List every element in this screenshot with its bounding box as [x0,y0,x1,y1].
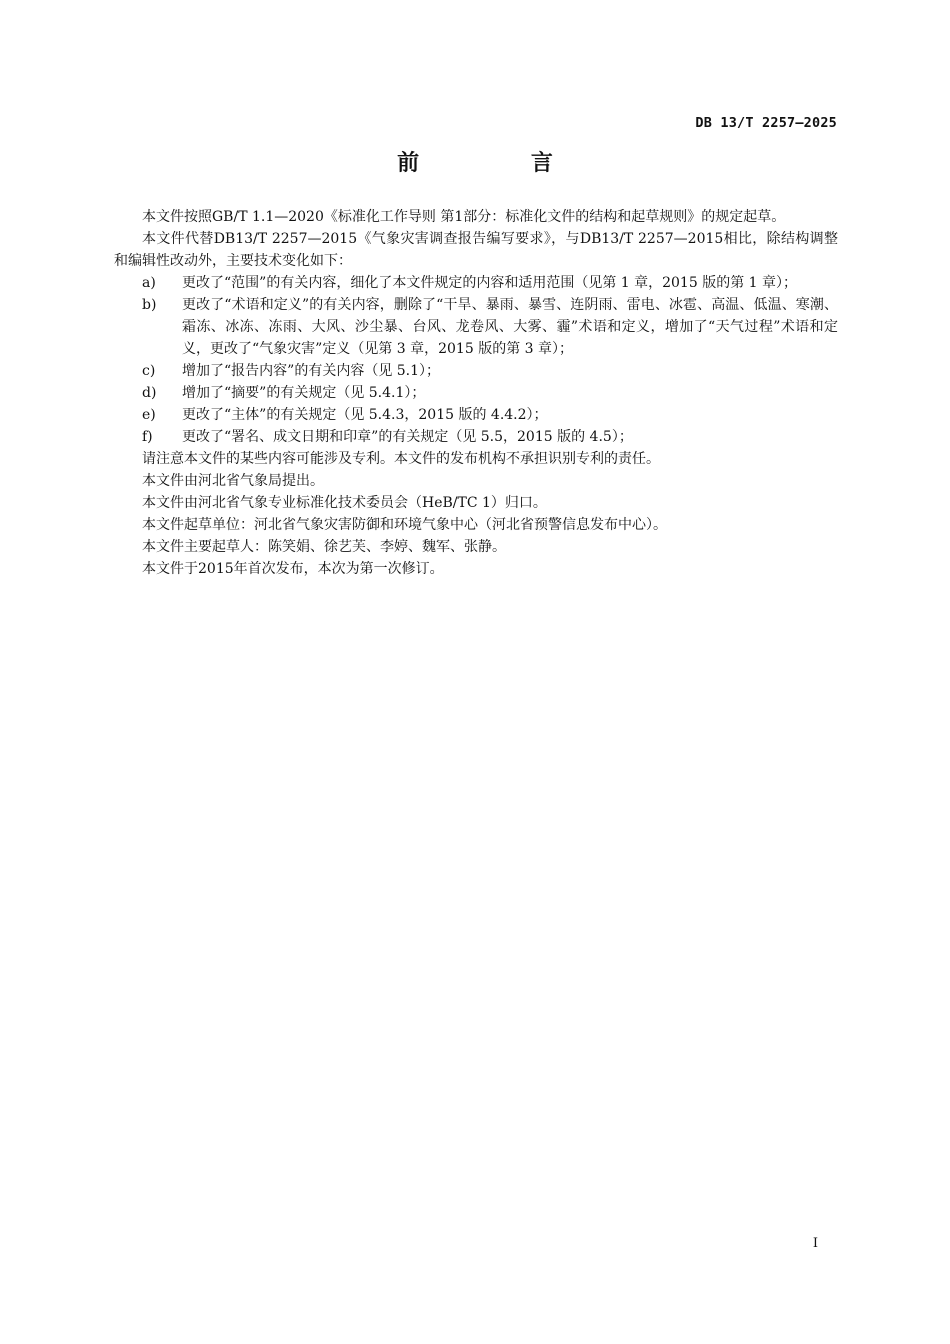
list-item [142,382,838,404]
list-item [142,404,838,426]
page-title: 前 言 [397,151,605,176]
publication-history-paragraph: 本文件于2015年首次发布，本次为第一次修订。 [142,561,444,577]
drafting-unit-paragraph: 本文件起草单位：河北省气象灾害防御和环境气象中心（河北省预警信息发布中心）。 [142,517,667,533]
drafters-paragraph: 本文件主要起草人：陈笑娟、徐艺芙、李婷、魏军、张静。 [142,539,506,555]
list-text: 更改了“主体”的有关规定（见 5.4.3，2015 版的 4.4.2）； [182,407,548,423]
foreword-body [114,206,838,580]
list-text: 更改了“术语和定义”的有关内容，删除了“干旱、暴雨、暴雪、连阴雨、雷电、冰雹、高温、低温、寒潮、霜冻、冰冻、冻雨、大风、沙尘暴、台风、龙卷风、大雾、霾”术语和定义，增加了“天气过程”术语和定义，更改了“气象灾害”定义（见第 3 章，2015 版的第 3 章）； [182,297,838,357]
list-text: 更改了“范围”的有关内容，细化了本文件规定的内容和适用范围（见第 1 章，2015 版的第 1 章）； [182,275,798,291]
list-text: 增加了“摘要”的有关规定（见 5.4.1）； [182,385,426,401]
list-text: 更改了“署名、成文日期和印章”的有关规定（见 5.5，2015 版的 4.5）； [182,429,633,445]
list-item [142,426,838,448]
changes-list [114,272,838,448]
patent-notice-paragraph: 请注意本文件的某些内容可能涉及专利。本文件的发布机构不承担识别专利的责任。 [142,451,660,467]
list-marker: a) [142,275,156,291]
list-text: 增加了“报告内容”的有关内容（见 5.1）； [182,363,441,379]
list-item [142,272,838,294]
list-marker: e) [142,407,156,423]
document-code: DB 13/T 2257—2025 [695,115,837,131]
list-marker: b) [142,297,157,313]
proposer-paragraph: 本文件由河北省气象局提出。 [142,473,324,489]
list-item [142,360,838,382]
list-marker: f) [142,429,153,445]
technical-committee-paragraph: 本文件由河北省气象专业标准化技术委员会（HeB/TC 1）归口。 [142,495,547,511]
list-marker: c) [142,363,156,379]
intro-paragraph-drafting-rules: 本文件按照GB/T 1.1—2020《标准化工作导则 第1部分：标准化文件的结构和起草规则》的规定起草。 [142,209,786,225]
list-item [142,294,838,360]
page-number: I [812,1236,818,1251]
list-marker: d) [142,385,157,401]
intro-paragraph-replacement: 本文件代替DB13/T 2257—2015《气象灾害调查报告编写要求》，与DB13/T 2257—2015相比，除结构调整和编辑性改动外，主要技术变化如下： [114,231,838,269]
